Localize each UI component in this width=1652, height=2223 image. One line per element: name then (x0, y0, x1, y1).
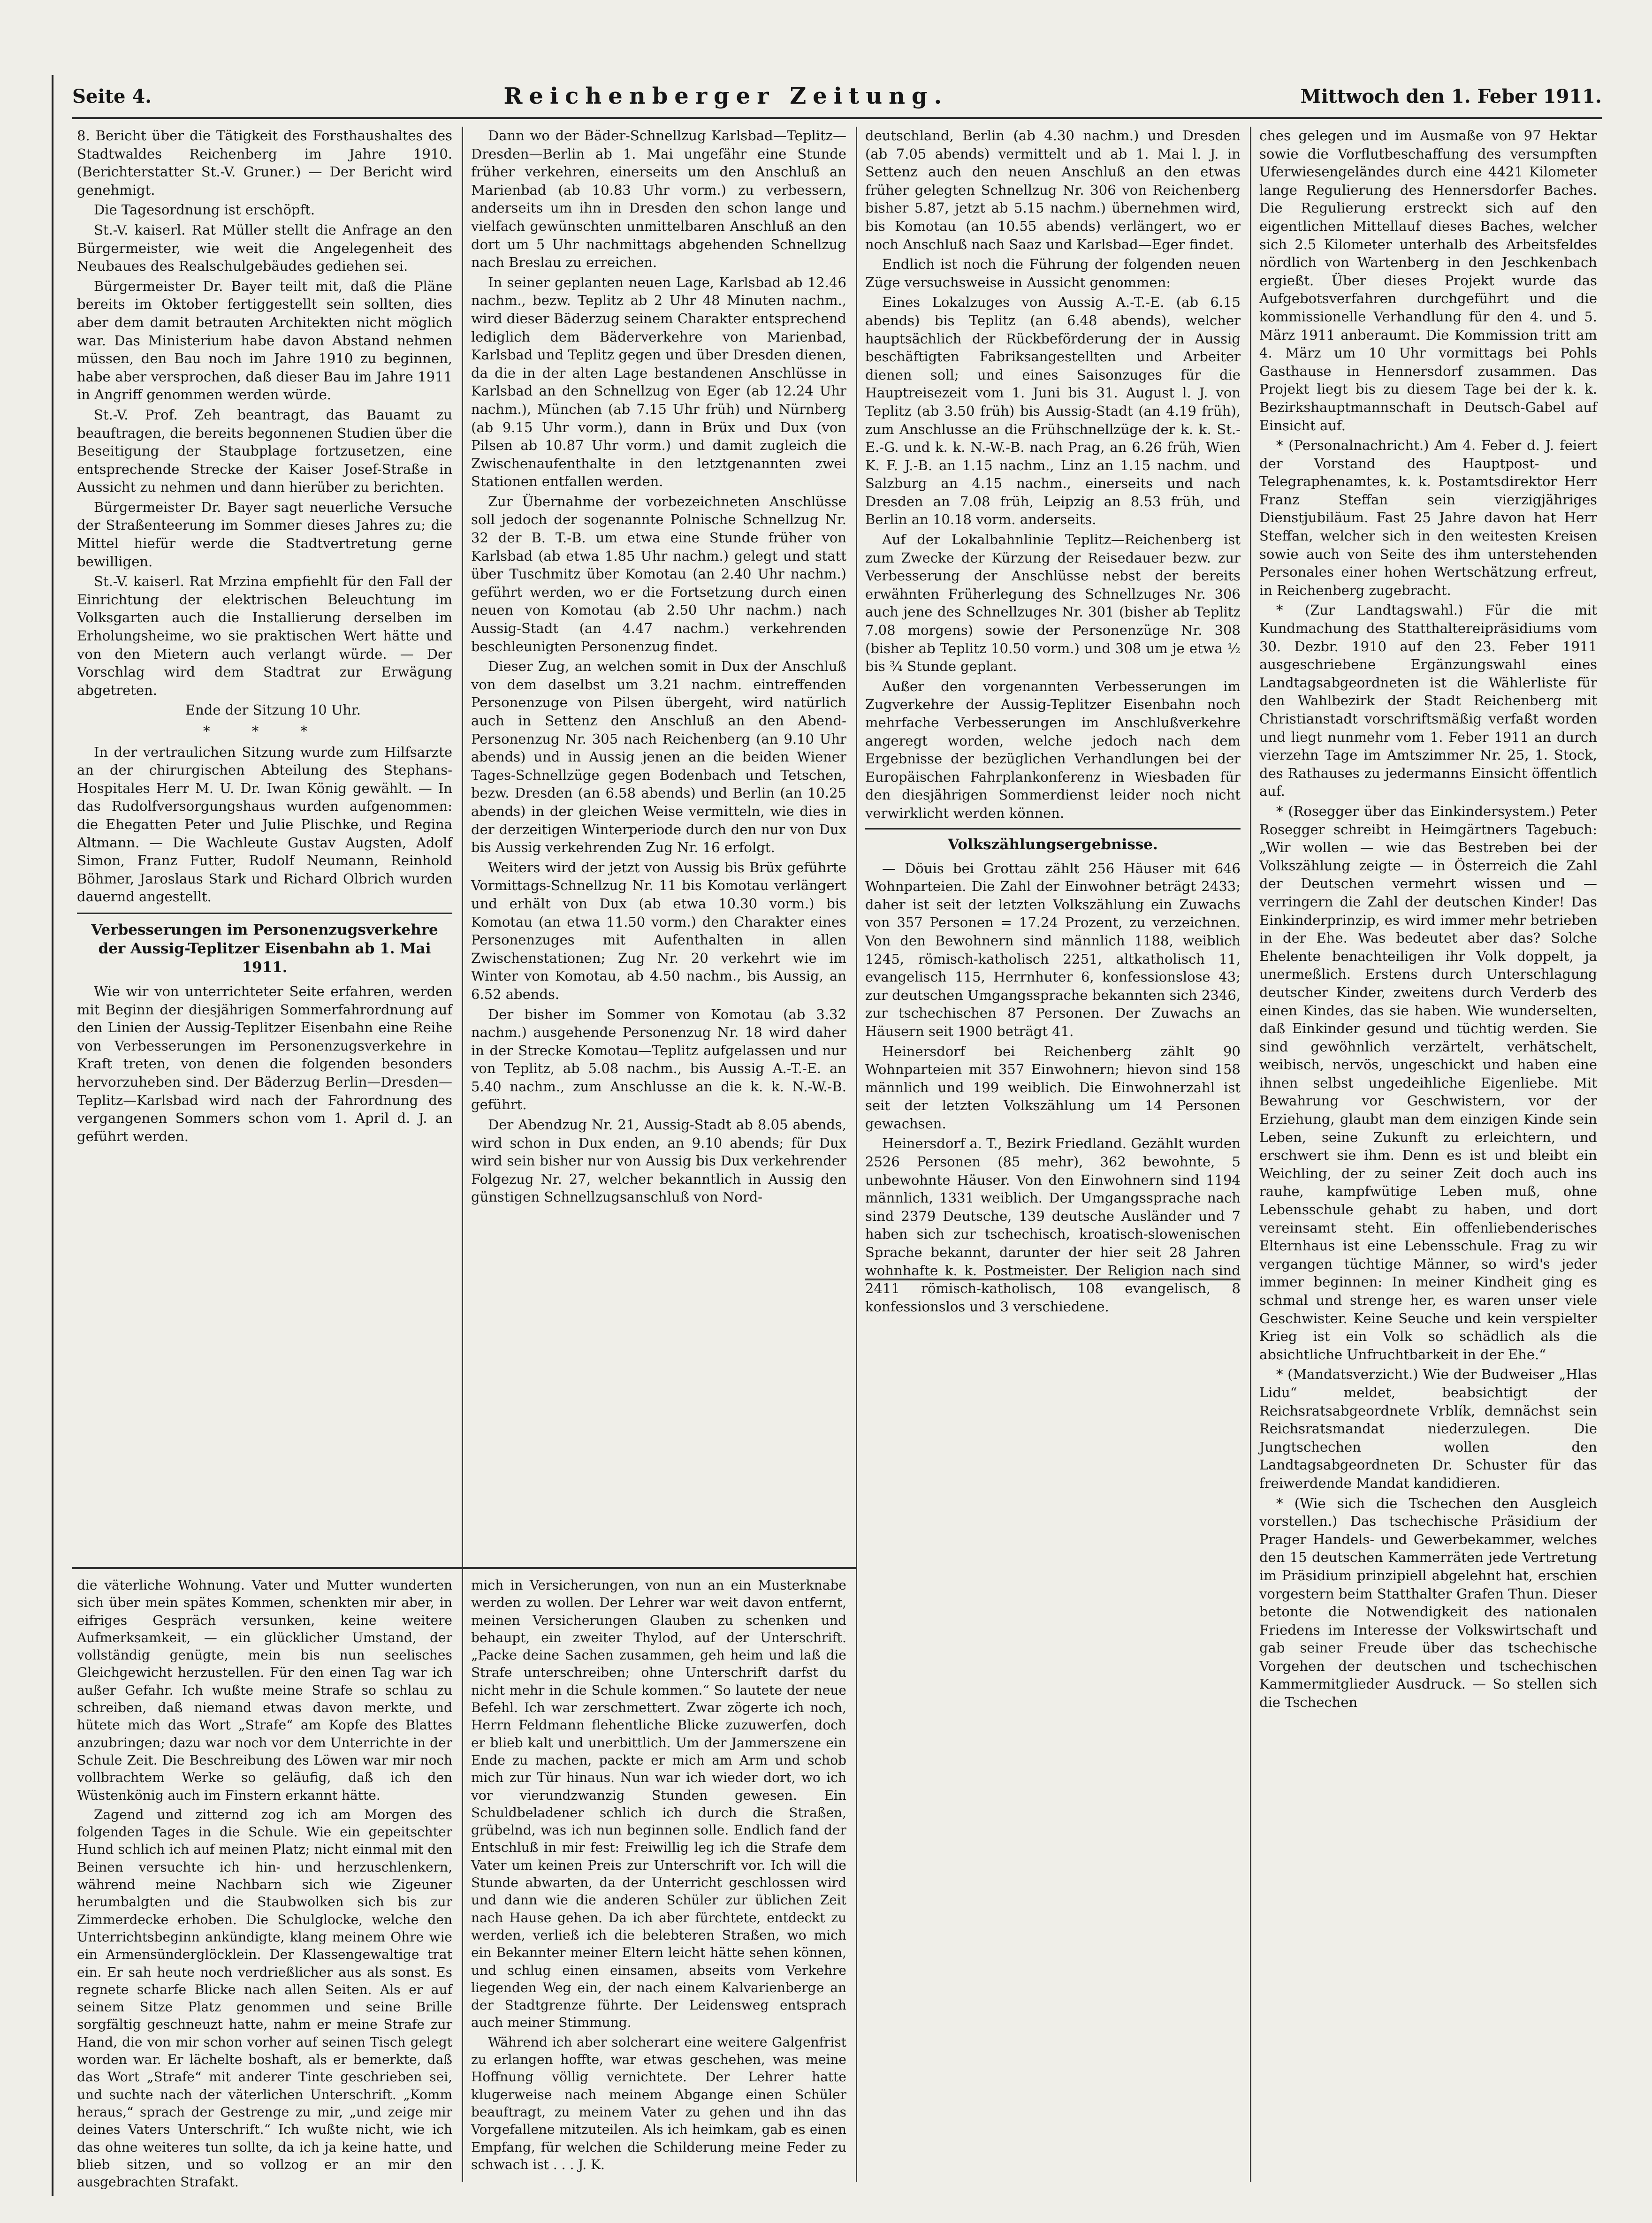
col2-para-3: Zur Übernahme der vorbezeichneten Anschlüsse soll jedoch der sogenannte Polnische Schnellzug Nr. 32 der B. T.-B. um etwa eine Stunde früher von Karlsbad (ab etwa 1.85 Uhr nachm.) gelegt und statt über Tuschmitz über Komotau (an 2.40 Uhr nachm.) geführt werden, wo er die Fortsetzung durch einen neuen von Komotau (ab 2.50 Uhr nachm.) nach Aussig-Stadt (an 4.47 nachm.) verkehrenden beschleunigten Personenzug findet. (471, 493, 846, 655)
section-divider-census (865, 828, 1241, 830)
column-2 (471, 127, 846, 1560)
col2-para-2: In seiner geplanten neuen Lage, Karlsbad ab 12.46 nachm., bezw. Teplitz ab 2 Uhr 48 Minuten nachm., wird dieser Bäderzug seinem Charakter entsprechend lediglich dem Bäderverkehre von Marienbad, Karlsbad und Teplitz gegen und über Dresden dienen, da die in der alten Lage bestandenen Anschlüsse in Karlsbad an den Schnellzug von Eger (ab 12.24 Uhr nachm.), München (ab 7.15 Uhr früh) und Nürnberg (ab 9.15 Uhr vorm.), dann in Brüx und Dux (von Pilsen ab 10.87 Uhr vorm.) und damit zugleich die Zwischenaufenthalte in den letztgenannten zwei Stationen entfallen werden. (471, 274, 846, 490)
census-heading: Volkszählungsergebnisse. (948, 836, 1158, 853)
col3-para-1: deutschland, Berlin (ab 4.30 nachm.) und Dresden (ab 7.05 abends) vermittelt und ab 1. Mai l. J. in Settenz auch den neuen Anschluß an den etwas früher gelegten Schnellzug Nr. 306 von Reichenberg bisher 5.87, jetzt ab 5.15 nachm.) übernehmen wird, bis Komotau (an 10.55 abends) verlängert, wo er noch Anschluß nach Saaz und Karlsbad—Eger findet. (865, 128, 1241, 252)
col4-regulation: ches gelegen und im Ausmaße von 97 Hektar sowie die Vorflutbeschaffung des versumpften Uferwiesengeländes durch eine 4421 Kilometer lange Regulierung des Hennersdorfer Baches. Die Regulierung erstreckt sich auf den eigentlichen Mittellauf dieses Baches, welcher sich 2.5 Kilometer unterhalb des Arbeitsfeldes nördlich von Wartenberg in den Jeschkenbach ergießt. Über dieses Projekt wurde das Aufgebotsverfahren durchgeführt und die kommissionelle Verhandlung für den 4. und 5. März 1911 anberaumt. Die Kommission tritt am 4. März um 10 Uhr vormittags bei Pohls Gasthause in Hennersdorf zusammen. Das Projekt liegt bis zu diesem Tage bei der k. k. Bezirkshauptmannschaft in Deutsch-Gabel auf Einsicht auf. (1259, 128, 1597, 434)
separator-stars: * * * (203, 723, 326, 739)
feuilleton-left-para-1: die väterliche Wohnung. Vater und Mutter wunderten sich über mein spätes Kommen, schenkten mir aber, in eifriges Gespräch versunken, keine weitere Aufmerksamkeit, — ein glücklicher Umstand, der vollständig genügte, mein bis nun seelisches Gleichgewicht herzustellen. Für den einen Tag war ich außer Gefahr. Ich wußte meine Strafe so schlau zu schreiben, daß niemand etwas davon merkte, und hütete mich das Wort „Strafe“ am Kopfe des Blattes anzubringen; dazu war noch vor dem Unterrichte in der Schule Zeit. Die Beschreibung des Löwen war mir noch vollbrachtem Werke so geläufig, daß ich den Wüstenkönig auch im Finstern erkannt hätte. (77, 1577, 452, 1803)
motion-zeh: St.-V. Prof. Zeh beantragt, das Bauamt zu beauftragen, die bereits begonnenen Studien über die Beseitigung der Staubplage fortzusetzen, eine entsprechende Strecke der Kaiser Josef-Straße in Aussicht zu nehmen und dann hierüber zu berichten. (77, 406, 452, 495)
news-election: * (Zur Landtagswahl.) Für die mit Kundmachung des Statthaltereipräsidiums vom 30. Dezbr. 1910 auf den 23. Feber 1911 ausgeschriebene Ergänzungswahl eines Landtagsabgeordneten ist die Wählerliste für den Wahlbezirk der Stadt Reichenberg mit Christianstadt vorschriftsmäßig verfaßt worden und liegt nunmehr vom 1. Feber 1911 an durch vierzehn Tage im Amtszimmer Nr. 25, 1. Stock, des Rathauses zu jedermanns Einsicht öffentlich auf. (1259, 602, 1597, 799)
agenda-exhausted: Die Tagesordnung ist erschöpft. (94, 202, 315, 218)
column-rule-3 (1250, 127, 1251, 2182)
col3-para-2: Endlich ist noch die Führung der folgenden neuen Züge versuchsweise in Aussicht genommen: (865, 256, 1241, 290)
census-heinersdorf-friedland: Heinersdorf a. T., Bezirk Friedland. Gezählt wurden 2526 Personen (85 mehr), 362 bewohnte, 5 unbewohnte Häuser. Von den Einwohnern sind 1194 männlich, 1331 weiblich. Der Umgangssprache nach sind 2379 Deutsche, 139 deutsche Ausländer und 7 haben sich zur tschechisch, kroatisch-slowenischen Sprache bekannt, darunter der hier seit 28 Jahren wohnhafte k. k. Postmeister. Der Religion nach sind 2411 römisch-katholisch, 108 evangelisch, 8 konfessionslos und 3 verschiedene. (865, 1135, 1241, 1315)
feuilleton-right (471, 1576, 846, 2182)
section-divider (77, 913, 452, 914)
page-number: Seite 4. (72, 85, 152, 107)
column-rule-2 (856, 127, 857, 2182)
col3-para-5: Außer den vorgenannten Verbesserungen im Zugverkehre der Aussig-Teplitzer Eisenbahn noch mehrfache Verbesserungen im Anschlußverkehre angeregt worden, welche jedoch nach dem Ergebnisse der bezüglichen Verhandlungen bei der Europäischen Fahrplankonferenz in Wiesbaden für den diesjährigen Sommerdienst leider noch nicht verwirklicht werden können. (865, 678, 1241, 821)
feuilleton-right-para-1: mich in Versicherungen, von nun an ein Musterknabe werden zu wollen. Der Lehrer war weit davon entfernt, meinen Versicherungen Glauben zu schenken und behaupt, ein zweiter Thylod, auf der Unterschrift. „Packe deine Sachen zusammen, geh heim und laß die Strafe unterschreiben; ohne Unterschrift darfst du nicht mehr in die Schule kommen.“ So lautete der neue Befehl. Ich war zerschmettert. Zwar zögerte ich noch, Herrn Feldmann flehentliche Blicke zuzuwerfen, doch er blieb kalt und unerbittlich. Um der Jammerszene ein Ende zu machen, packte er mich am Arm und schob mich zur Tür hinaus. Nun war ich wieder dort, wo ich vor vierundzwanzig Stunden gewesen. Ein Schuldbeladener schlich ich durch die Straßen, grübelnd, was ich nun beginnen solle. Endlich fand der Entschluß in mir fest: Freiwillig leg ich die Strafe dem Vater um keinen Preis zur Unterschrift vor. Ich will die Stunde abwarten, da der Unterricht geschlossen wird und dann wie die anderen Schüler zur üblichen Zeit nach Hause gehen. Da ich aber fürchtete, entdeckt zu werden, verließ ich die belebteren Straßen, wo mich ein Bekannter meiner Eltern leicht hätte sehen können, und schlug einen einsamen, abseits vom Verkehre liegenden Weg ein, der nach einem Kalvarienberge an der Stadtgrenze führte. Der Leidensweg entsprach auch meiner Stimmung. (471, 1577, 846, 2031)
column-3 (865, 127, 1241, 1315)
census-heinersdorf: Heinersdorf bei Reichenberg zählt 90 Wohnparteien mit 357 Einwohnern; hievon sind 158 männlich und 199 weiblich. Die Einwohnerzahl ist seit der letzten Volkszählung um 14 Personen gewachsen. (865, 1043, 1241, 1132)
feuilleton-left (77, 1576, 452, 2190)
col2-para-7: Der Abendzug Nr. 21, Aussig-Stadt ab 8.05 abends, wird schon in Dux enden, an 9.10 abends; für Dux wird sein bisher nur von Aussig bis Dux verkehrender Folgezug Nr. 27, welcher bekanntlich in Aussig den günstigen Schnellzugsanschluß von Nord- (471, 1117, 846, 1205)
census-doeuis: — Döuis bei Grottau zählt 256 Häuser mit 646 Wohnparteien. Die Zahl der Einwohner beträgt 2433; daher ist seit der letzten Volkszählung ein Zuwachs von 357 Personen = 17.24 Prozent, zu verzeichnen. Von den Bewohnern sind männlich 1188, weiblich 1245, römisch-katholisch 2251, altkatholisch 11, evangelisch 115, Herrnhuter 6, konfessionslose 43; zur deutschen Umgangssprache bekannten sich 2346, zur tschechischen 87 Personen. Der Zuwachs an Häusern seit 1900 beträgt 41. (865, 860, 1241, 1039)
news-personnel: * (Personalnachricht.) Am 4. Feber d. J. feiert der Vorstand des Hauptpost- und Telegraphenamtes, k. k. Postamtsdirektor Herr Franz Steffan sein vierzigjähriges Dienstjubiläum. Fast 25 Jahre davon hat Herr Steffan, welcher sich in den weitesten Kreisen sowie auch von Seite des ihm unterstehenden Personales einer hohen Wertschätzung erfreut, in Reichenberg zugebracht. (1259, 437, 1597, 598)
col3-para-4: Auf der Lokalbahnlinie Teplitz—Reichenberg ist zum Zwecke der Kürzung der Reisedauer bezw. zur Verbesserung der Anschlüsse nebst der bereits erwähnten Früherlegung des Schnellzuges Nr. 306 auch jene des Schnellzuges Nr. 301 (bisher ab Teplitz 7.08 morgens) sowie der Personenzüge Nr. 308 (bisher ab Teplitz 10.50 vorm.) und 308 um je etwa ½ bis ¾ Stunde geplant. (865, 532, 1241, 675)
proposal-mrzina: St.-V. kaiserl. Rat Mrzina empfiehlt für den Fall der Einrichtung der elektrischen Beleuchtung im Volksgarten auch die Installierung derselben im Erholungsheime, wo sie praktischen Wert hätte und von den Mietern auch verlangt würde. — Der Vorschlag wird dem Stadtrat zur Erwägung abgetreten. (77, 573, 452, 698)
newspaper-title: Reichenberger Zeitung. (503, 83, 949, 109)
col2-para-6: Der bisher im Sommer von Komotau (ab 3.32 nachm.) ausgehende Personenzug Nr. 18 wird daher in der Strecke Komotau—Teplitz aufgelassen und nur von Teplitz, ab 5.08 nachm., bis Aussig A.-T.-E. an 5.40 nachm., zum Anschlusse an die k. k. N.-W.-B. geführt. (471, 1006, 846, 1113)
confidential-session: In der vertraulichen Sitzung wurde zum Hilfsarzte an der chirurgischen Abteilung des Stephans-Hospitales Herr M. U. Dr. Iwan König gewählt. — In das Rudolfversorgungshaus wurden aufgenommen: die Ehegatten Peter und Julie Plischke, und Regina Altmann. — Die Wachleute Gustav Augsten, Adolf Simon, Franz Futter, Rudolf Neumann, Reinhold Böhmer, Jaroslaus Stark und Richard Olbrich wurden dauernd angestellt. (77, 744, 452, 905)
col2-para-5: Weiters wird der jetzt von Aussig bis Brüx geführte Vormittags-Schnellzug Nr. 11 bis Komotau verlängert und erhält von Dux (ab etwa 10.30 vorm.) bis Komotau (an etwa 11.50 vorm.) den Charakter eines Personenzuges mit Aufenthalten in allen Zwischenstationen; Zug Nr. 20 verkehrt wie im Winter von Komotau, ab 4.50 nachm., bis Aussig, an 6.52 abends. (471, 859, 846, 1002)
page-header (72, 75, 1602, 119)
news-rosegger: * (Rosegger über das Einkindersystem.) Peter Rosegger schreibt in Heimgärtners Tagebuch: „Wir wollen — wie das Bestreben bei der Volkszählung zeigte — in Österreich die Zahl der Deutschen vermehrt wissen und — verringern die Zahl der deutschen Kinder! Das Einkinderprinzip, es wird immer mehr betrieben in der Ehe. Was bedeutet aber das? Solche Ehelente benachteiligen ihr Volk doppelt, ja unermeßlich. Erstens durch Unterschlagung deutscher Kinder, zweitens durch Verderb des einen Kindes, das sie haben. Wie wunderselten, daß Einkinder gesund und tüchtig werden. Sie sind gewöhnlich verzärtelt, verhätschelt, weibisch, nervös, ungeschickt und haben eine ihnen selbst ungedeihliche Eigenliebe. Mit Bewahrung vor Geschwistern, vor der Erziehung, glaubt man dem einzigen Kinde sein Leben, seine Zukunft zu erleichtern, und erschwert sie ihm. Denn es ist und bleibt ein Weichling, der zu seiner Zeit doch auch ins rauhe, kampfwütige Leben muß, ohne Lebensschule gehabt zu haben, und dort vereinsamt steht. Ein offenliebenderisches Elternhaus ist eine Lebensschule. Frag zu wir vergangen tüchtige Männer, so wird's jeder immer beginnen: In meiner Kindheit ging es schmal und strenge her, es waren unser viele Geschwister. Keine Seuche und kein verspielter Krieg ist ein Volk so schädlich als die absichtliche Unfruchtbarkeit in der Ehe.“ (1259, 803, 1597, 1363)
report-item-8: 8. Bericht über die Tätigkeit des Forsthaushaltes des Stadtwaldes Reichenberg im Jahre 1910. (Berichterstatter St.-V. Gruner.) — Der Bericht wird genehmigt. (77, 128, 452, 198)
col3-para-3: Eines Lokalzuges von Aussig A.-T.-E. (ab 6.15 abends) bis Teplitz (an 6.48 abends), welcher hauptsächlich der Rückbeförderung der in Aussig beschäftigten Fabriksangestellten und Arbeiter dienen soll; und eines Saisonzuges für die Hauptreisezeit vom 1. Juni bis 31. August l. J. von Teplitz (ab 3.50 früh) bis Aussig-Stadt (an 4.19 früh), zum Anschlusse an die Frühschnellzüge der k. k. St.-E.-G. und k. k. N.-W.-B. nach Prag, an 6.26 früh, Wien K. F. J.-B. an 1.15 nachm., Linz an 1.15 nachm. und Salzburg an 4.15 nachm., einerseits und nach Dresden an 7.08 früh, Leipzig an 8.53 früh, und Berlin an 10.18 vorm. anderseits. (865, 294, 1241, 528)
news-czech-chamber: * (Wie sich die Tschechen den Ausgleich vorstellen.) Das tschechische Präsidium der Prager Handels- und Gewerbekammer, welches den 15 deutschen Kammerräten jede Vertretung im Präsidium prinzipiell abgelehnt hat, erschien vorgestern beim Statthalter Grafen Thun. Dieser betonte die Notwendigkeit des nationalen Friedens im Interesse der Volkswirtschaft und gab seiner Freude über das tschechische Vorgehen der deutschen und tschechischen Kammermitglieder Ausdruck. — So stellen sich die Tschechen (1259, 1495, 1597, 1711)
col2-para-1: Dann wo der Bäder-Schnellzug Karlsbad—Teplitz—Dresden—Berlin ab 1. Mai ungefähr eine Stunde früher verkehren, einerseits um den Anschluß an Marienbad (ab 10.83 Uhr vorm.) zu verbessern, anderseits um ihn in Dresden den schon lange und vielfach gewünschten unmittelbaren Anschluß an den dort um 5 Uhr nachmittags abgehenden Schnellzug nach Breslau zu erreichen. (471, 128, 846, 271)
answer-bayer: Bürgermeister Dr. Bayer teilt mit, daß die Pläne bereits im Oktober fertiggestellt sein sollten, dies aber dem damit betrauten Architekten nicht möglich war. Das Ministerium habe davon Abstand nehmen müssen, den Bau noch im Jahre 1910 zu beginnen, habe aber versprochen, daß dieser Bau im Jahre 1911 in Angriff genommen werden würde. (77, 278, 452, 403)
column-4 (1259, 127, 1597, 2177)
feuilleton-divider (72, 1567, 856, 1569)
feuilleton-right-para-2: Während ich aber solcherart eine weitere Galgenfrist zu erlangen hoffte, war etwas geschehen, was meine Hoffnung völlig vernichtete. Der Lehrer hatte klugerweise nach meinem Abgange einen Schüler beauftragt, zu meinem Vater zu gehen und ihn das Vorgefallene mitzuteilen. Als ich heimkam, gab es einen Empfang, für welchen die Schilderung meine Feder zu schwach ist . . . J. K. (471, 2034, 846, 2172)
session-end: Ende der Sitzung 10 Uhr. (185, 702, 361, 718)
railway-article-heading: Verbesserungen im Personenzugsverkehre der Aussig-Teplitzer Eisenbahn ab 1. Mai 1911. (91, 921, 438, 976)
col2-para-4: Dieser Zug, an welchen somit in Dux der Anschluß von dem daselbst um 3.21 nachm. eintreffenden Personenzuge von Pilsen übergeht, wird natürlich auch in Settenz den Anschluß an den Abend-Personenzug Nr. 305 nach Reichenberg (an 9.10 Uhr abends) und in Aussig jenen an die beiden Wiener Tages-Schnellzüge gegen Bodenbach und Tetschen, bezw. Dresden (an 6.58 abends) und Berlin (an 10.25 abends) in der gleichen Weise vermitteln, wie dies in der derzeitigen Winterperiode durch den nur von Dux bis Aussig verkehrenden Zug Nr. 16 erfolgt. (471, 658, 846, 856)
column-3-divider (865, 1279, 1241, 1280)
railway-article-intro: Wie wir von unterrichteter Seite erfahren, werden mit Beginn der diesjährigen Sommerfahrordnung auf den Linien der Aussig-Teplitzer Eisenbahn eine Reihe von Verbesserungen im Personenzugsverkehre in Kraft treten, von denen die folgenden besonders hervorzuheben sind. Der Bäderzug Berlin—Dresden—Teplitz—Karlsbad wird nach der Fahrordnung des vergangenen Sommers schon vom 1. April d. J. an geführt werden. (77, 983, 452, 1144)
column-rule-1 (462, 127, 463, 2182)
newspaper-page (52, 75, 1602, 2196)
inquiry-mueller: St.-V. kaiserl. Rat Müller stellt die Anfrage an den Bürgermeister, wie weit die Angelegenheit des Neubaues des Realschulgebäudes gediehen sei. (77, 221, 452, 274)
column-1 (77, 127, 452, 1560)
answer-bayer-2: Bürgermeister Dr. Bayer sagt neuerliche Versuche der Straßenteerung im Sommer dieses Jahres zu; die Mittel hiefür werde die Stadtvertretung gerne bewilligen. (77, 499, 452, 570)
news-mandate: * (Mandatsverzicht.) Wie der Budweiser „Hlas Lidu“ meldet, beabsichtigt der Reichsratsabgeordnete Vrblík, demnächst sein Reichsratsmandat niederzulegen. Die Jungtschechen wollen den Landtagsabgeordneten Dr. Schuster für das freiwerdende Mandat kandidieren. (1259, 1366, 1597, 1491)
column-3-lower (865, 1288, 1241, 2179)
issue-date: Mittwoch den 1. Feber 1911. (1300, 85, 1602, 107)
feuilleton-left-para-2: Zagend und zitternd zog ich am Morgen des folgenden Tages in die Schule. Wie ein gepeitschter Hund schlich ich auf meinen Platz; nicht einmal mit den Beinen versuchte ich hin- und herzuschlenkern, während meine Nachbarn sich wie Zigeuner herumbalgten und die Staubwolken sich bis zur Zimmerdecke erhoben. Die Schulglocke, welche den Unterrichtsbeginn ankündigte, klang meinem Ohre wie ein Armensünderglöcklein. Der Klassengewaltige trat ein. Er sah heute noch verdrießlicher aus als sonst. Es regnete scharfe Blicke nach allen Seiten. Als er auf seinem Sitze Platz genommen und seine Brille sorgfältig geschneuzt hatte, nahm er meine Strafe zur Hand, die von mir schon vorher auf seinen Tisch gelegt worden war. Er lächelte boshaft, als er bemerkte, daß das Wort „Strafe“ mit anderer Tinte geschrieben sei, und suchte nach der väterlichen Unterschrift. „Komm heraus,“ sprach der Gestrenge zu mir, „und zeige mir deines Vaters Unterschrift.“ Ich wußte nicht, wie ich das ohne weiteres tun sollte, da ich ja keine hatte, und blieb sitzen, und so vollzog er an mir den ausgebrachten Strafakt. (77, 1806, 452, 2190)
